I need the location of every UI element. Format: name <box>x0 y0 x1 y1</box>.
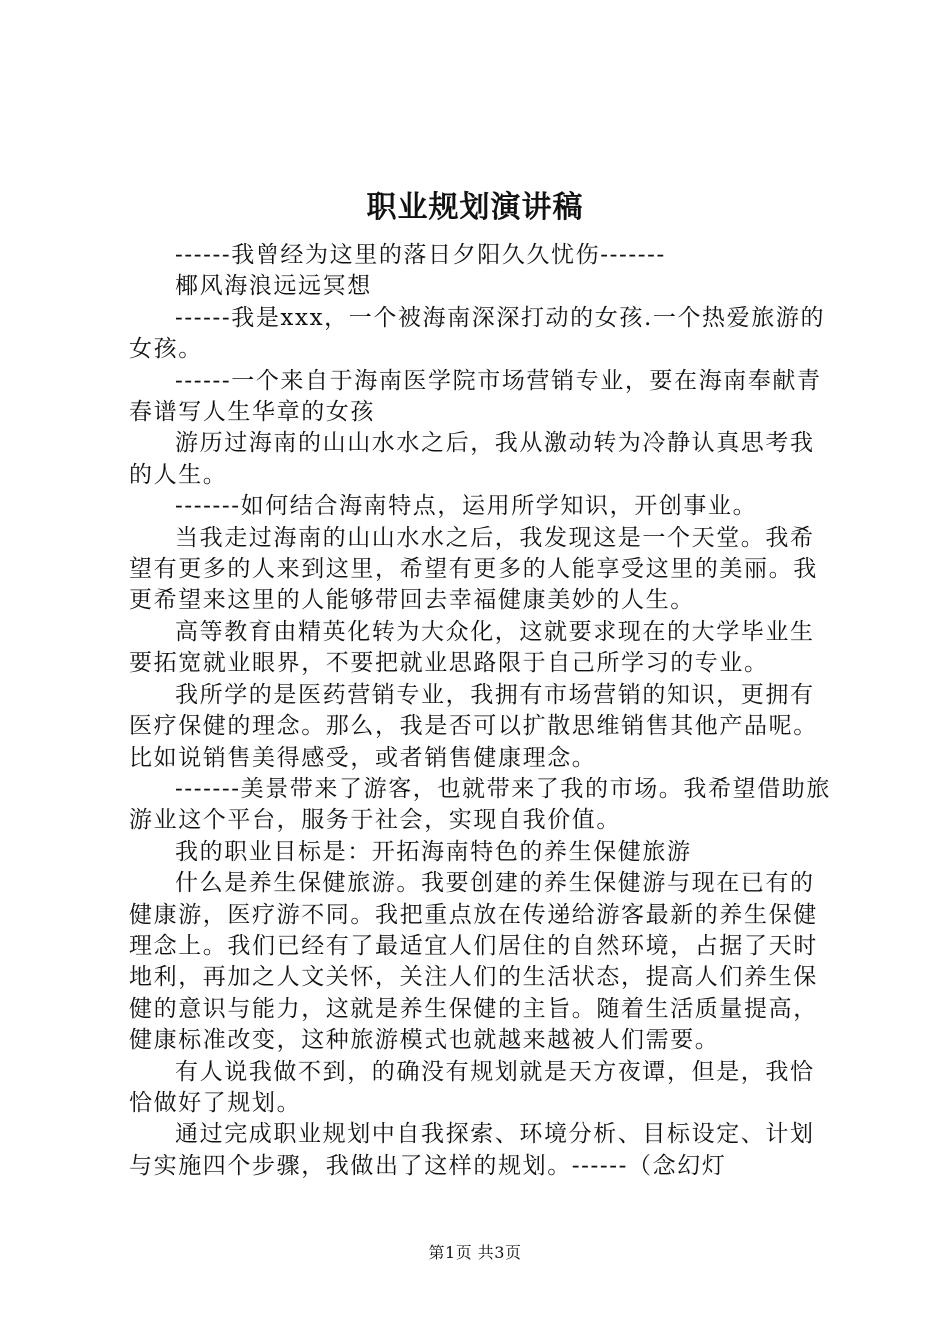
page-footer: 第1页 共3页 <box>428 1243 522 1262</box>
paragraph: 我所学的是医药营销专业，我拥有市场营销的知识，更拥有医疗保健的理念。那么，我是否可以扩散思维销售其他产品呢。比如说销售美得感受，或者销售健康理念。 <box>129 681 818 771</box>
paragraph: ------我曾经为这里的落日夕阳久久忧伤------- <box>175 242 666 268</box>
document-body <box>129 240 833 1182</box>
paragraph: 我的职业目标是：开拓海南特色的养生保健旅游 <box>175 838 692 865</box>
paragraph: ------我是xxx，一个被海南深深打动的女孩.一个热爱旅游的女孩。 <box>129 304 826 363</box>
paragraph: 通过完成职业规划中自我探索、环境分析、目标设定、计划与实施四个步骤，我做出了这样的规划。------（念幻灯 <box>129 1121 815 1179</box>
paragraph: 什么是养生保健旅游。我要创建的养生保健游与现在已有的健康游，医疗游不同。我把重点放在传递给游客最新的养生保健理念上。我们已经有了最适宜人们居住的自然环境，占据了天时地利，再加之人文关怀，关注人们的生活状态，提高人们养生保健的意识与能力，这就是养生保健的主旨。随着生活质量提高，健康标准改变，这种旅游模式也就越来越被人们需要。 <box>129 870 818 1054</box>
paragraph: -------美景带来了游客，也就带来了我的市场。我希望借助旅游业这个平台，服务于社会，实现自我价值。 <box>129 775 832 834</box>
paragraph: 有人说我做不到，的确没有规划就是天方夜谭，但是，我恰恰做好了规划。 <box>129 1058 815 1116</box>
paragraph: 游历过海南的山山水水之后，我从激动转为冷静认真思考我的人生。 <box>129 430 815 488</box>
document-title: 职业规划演讲稿 <box>366 190 584 225</box>
paragraph: 椰风海浪远远冥想 <box>175 273 372 300</box>
paragraph: 当我走过海南的山山水水之后，我发现这是一个天堂。我希望有更多的人来到这里，希望有更多的人能享受这里的美丽。我更希望来这里的人能够带回去幸福健康美妙的人生。 <box>129 524 818 614</box>
paragraph: ------一个来自于海南医学院市场营销专业，要在海南奉献青春谱写人生华章的女孩 <box>129 367 822 426</box>
paragraph: 高等教育由精英化转为大众化，这就要求现在的大学毕业生要拓宽就业眼界，不要把就业思路限于自己所学习的专业。 <box>129 618 815 677</box>
paragraph: -------如何结合海南特点，运用所学知识，开创事业。 <box>175 493 758 520</box>
